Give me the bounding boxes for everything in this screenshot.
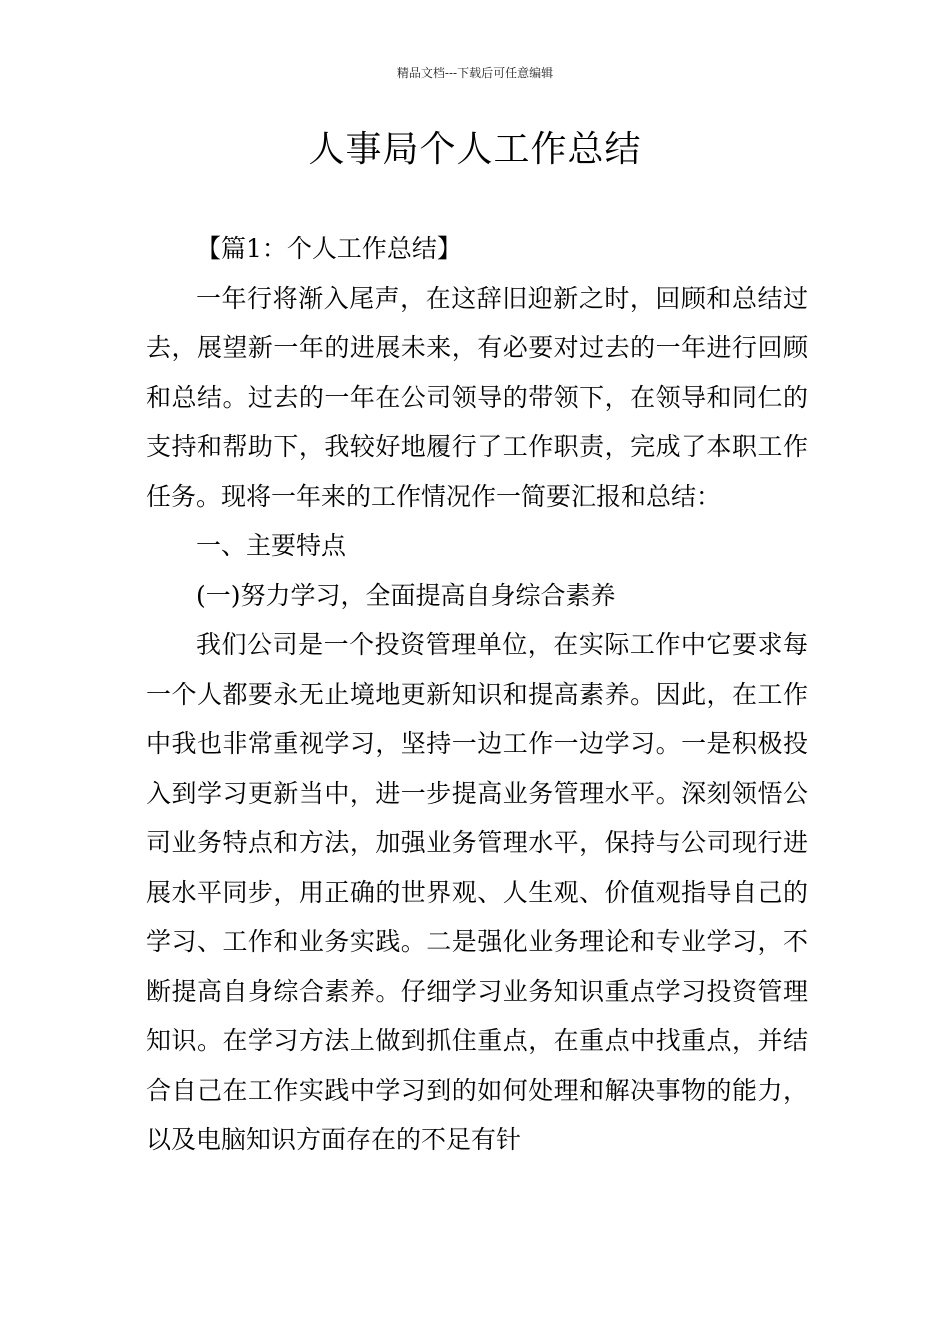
subsection-heading: (一)努力学习，全面提高自身综合素养 bbox=[196, 580, 616, 610]
section-heading: 【篇1：个人工作总结】 bbox=[196, 234, 462, 263]
subsection-heading: 一、主要特点 bbox=[196, 531, 347, 560]
body-paragraph: 一年行将渐入尾声，在这辞旧迎新之时，回顾和总结过去，展望新一年的进展未来，有必要对过去的一年进行回顾和总结。过去的一年在公司领导的带领下，在领导和同仁的支持和帮助下，我较好地履行了工作职责，完成了本职工作任务。现将一年来的工作情况作一简要汇报和总结： bbox=[146, 283, 808, 511]
document-title: 人事局个人工作总结 bbox=[308, 129, 642, 170]
page-header-note: 精品文档---下载后可任意编辑 bbox=[396, 66, 554, 80]
document-body bbox=[146, 224, 808, 1165]
body-paragraph: 我们公司是一个投资管理单位，在实际工作中它要求每一个人都要永无止境地更新知识和提高素养。因此，在工作中我也非常重视学习，坚持一边工作一边学习。一是积极投入到学习更新当中，进一步提高业务管理水平。深刻领悟公司业务特点和方法，加强业务管理水平，保持与公司现行进展水平同步，用正确的世界观、人生观、价值观指导自己的学习、工作和业务实践。二是强化业务理论和专业学习，不断提高自身综合素养。仔细学习业务知识重点学习投资管理知识。在学习方法上做到抓住重点，在重点中找重点，并结合自己在工作实践中学习到的如何处理和解决事物的能力，以及电脑知识方面存在的不足有针 bbox=[146, 630, 808, 1154]
